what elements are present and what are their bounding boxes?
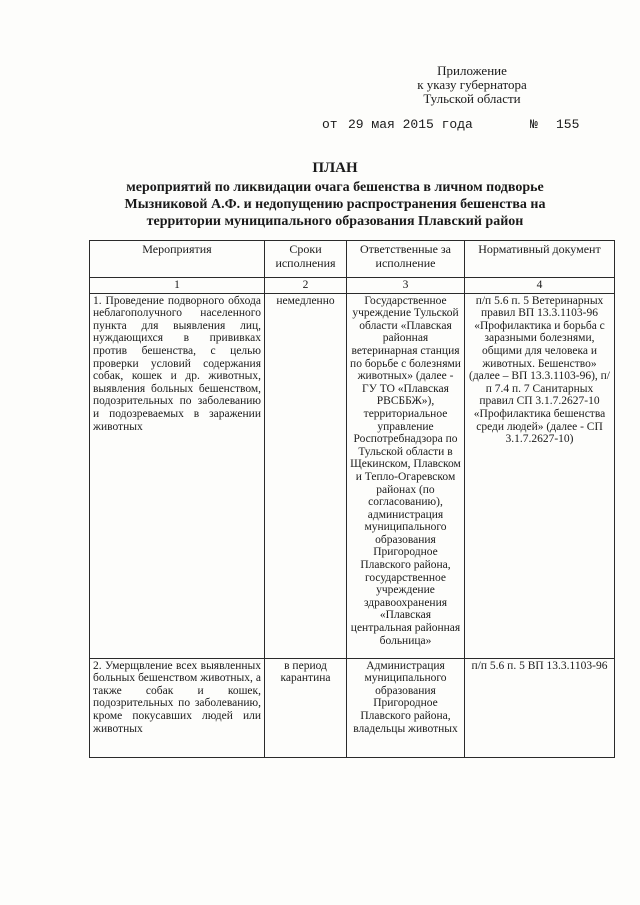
table-row [90,658,615,757]
table-header-row [90,241,615,278]
header-measures: Мероприятия [90,241,265,278]
plan-title [90,160,580,230]
header-terms: Сроки исполнения [265,241,347,278]
document-cell: п/п 5.6 п. 5 Ветеринарных правил ВП 13.3.1103-96 «Профилактика и борьба с заразными болезнями, общими для человека и животных. Бешенство» (далее – ВП 13.3.1103-96), п/п 7.4 п. 7 Санитарных правил СП 3.1.7.2627-10 «Профилактика бешенства среди людей» (далее - СП 3.1.7.2627-10) [465,293,615,658]
date-label: от [322,117,338,132]
title-line-3: территории муниципального образования Плавский район [146,214,524,229]
term-cell: в период карантина [265,658,347,757]
term-cell: немедленно [265,293,347,658]
date-value: 29 мая 2015 года [348,117,473,132]
responsible-cell: Администрация муниципального образования Пригородное Плавского района, владельцы животных [347,658,465,757]
header-document: Нормативный документ [465,241,615,278]
annex-line-1: Приложение [437,63,507,78]
number-value: 155 [556,117,580,132]
header-responsible: Ответственные за исполнение [347,241,465,278]
plan-table [89,240,615,758]
column-number: 4 [465,278,615,294]
measure-cell: 2. Умерщвление всех выявленных больных бешенством животных, а также собак и кошек, подозрительных по заболеванию, кроме покусавших людей или животных [90,658,265,757]
measure-cell: 1. Проведение подворного обхода неблагополучного населенного пункта для выявления лиц, нуждающихся в прививках против бешенства, с целью проверки условий содержания собак, кошек и др. животных, выявления больных бешенством, подозрительных по заболеванию и подозреваемых в заражении животных [90,293,265,658]
title-line-2: Мызниковой А.Ф. и недопущению распространения бешенства на [124,197,546,212]
plan-heading: ПЛАН [312,160,358,176]
annex-line-2: к указу губернатора [417,77,527,92]
document-cell: п/п 5.6 п. 5 ВП 13.3.1103-96 [465,658,615,757]
table-row [90,293,615,658]
annex-line-3: Тульской области [423,91,521,106]
responsible-cell: Государственное учреждение Тульской области «Плавская районная ветеринарная станция по борьбе с болезнями животных» (далее - ГУ ТО «Плавская РВСББЖ»), территориальное управление Роспотребнадзора по Тульской области в Щекинском, Плавском и Тепло-Огаревском районах (по согласованию), администрация муниципального образования Пригородное Плавского района, государственное учреждение здравоохранения «Плавская центральная районная больница» [347,293,465,658]
title-line-1: мероприятий по ликвидации очага бешенства в личном подворье [126,180,544,195]
column-number: 3 [347,278,465,294]
column-number: 1 [90,278,265,294]
column-number: 2 [265,278,347,294]
number-label: № [530,117,538,132]
annex-header [392,64,552,106]
column-number-row [90,278,615,294]
